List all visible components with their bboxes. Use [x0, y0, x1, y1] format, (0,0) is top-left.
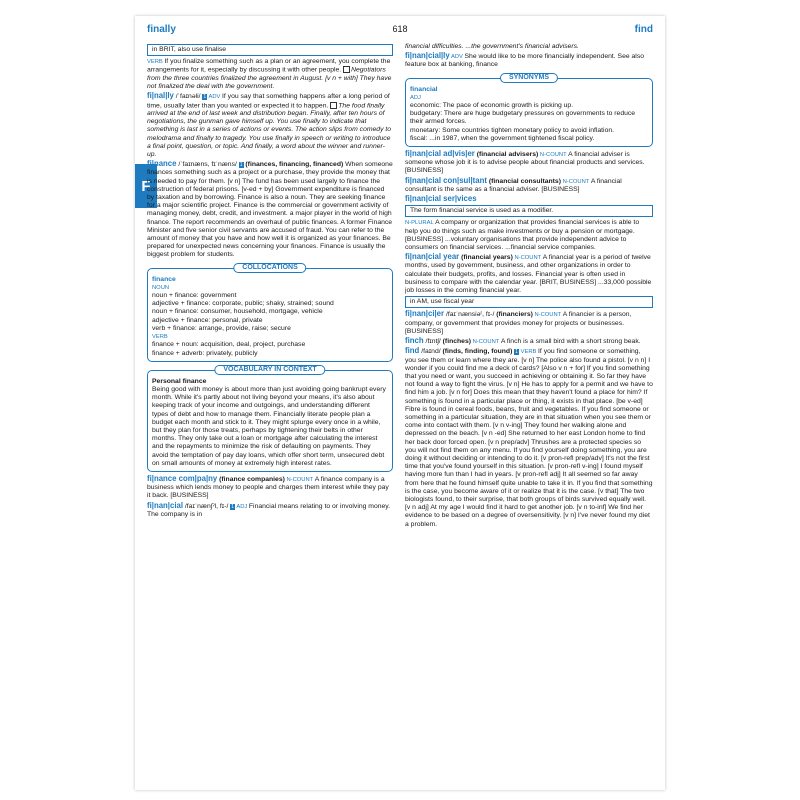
synonym-line: economic: The pace of economic growth is picking up.: [410, 102, 574, 110]
left-column: [147, 43, 393, 788]
dictionary-page: [135, 16, 665, 790]
entry-financial-services: fi|nan|cial ser|vices: [405, 194, 477, 204]
entry-financial-adviser: fi|nan|cial ad|vis|er (financial advisers) N-COUNT A financial adviser is someone whose job it is to advise people about financial products and services. [BUSINESS]: [405, 149, 645, 175]
vocabulary-title: VOCABULARY IN CONTEXT: [214, 365, 325, 375]
collocation-line: adjective + finance: personal, private: [152, 316, 263, 324]
synonym-line: budgetary: There are huge budgetary pressures on governments to reduce their armed forces.: [410, 110, 636, 126]
collocations-box: [147, 263, 393, 362]
collocations-title: COLLOCATIONS: [233, 263, 306, 273]
synonym-line: fiscal: ...in 1987, when the government tightened fiscal policy.: [410, 134, 595, 142]
entry-financially: fi|nan|cial|ly ADV She would like to be more financially independent. See also feature box at banking, finance: [405, 51, 644, 69]
collocation-line: finance + adverb: privately, publicly: [152, 349, 258, 357]
header-last-word: find: [634, 24, 653, 35]
collocation-line: noun + finance: consumer, household, mortgage, vehicle: [152, 308, 323, 316]
box-pos: ADJ: [410, 94, 421, 101]
collocation-line: adjective + finance: corporate, public; shaky, strained; sound: [152, 300, 334, 308]
entry-finch: finch /fɪntʃ/ (finches) N-COUNT A finch is a small bird with a short strong beak.: [405, 336, 641, 346]
entry-find: find /faɪnd/ (finds, finding, found) 1 VERB If you find someone or something, you see them or learn where they are. [v n] The police also found a pistol. [v n n] I wonder if you could find me a deck of cards? [Also v n + for] If you find something that you need or want, you succeed in achieving or obtaining it. So far they have not found a way to fight the virus. [v n] He has to apply for a permit and we have to find him a job. [v n for] Does this mean that they haven't found a place for him? If something is found in a particular place or thing, it exists in that place. [be v-ed] Fibre is found in cereal foods, beans, fruit and vegetables. If you find someone or something in a particular situation, they are in that situation when you see them or come into contact with them. [v n v-ing] They found her walking alone and depressed on the beach. [v n -ed] She returned to her east London home to find her back door forced open. [v n prep/adv] Thrushes are a protected species so you will not find them on any menu. If you find yourself doing something, you are doing it without deciding or intending to do it. [v pron-refl prep/adv] It's not the first time that you've found yourself in this situation. [v pron-refl v-ing] I found myself having more fun than I had in years. [v pron-refl adj] It all seemed so far away from here that he found himself quite unable to take it in. If you find that something is the case, you become aware of it or realize that it is the case. [v that] The two biologists found, to their surprise, that both groups of birds survived equally well. [v n adj] At my age I would find it hard to get another job. [v n to-inf] We find her evidence to be based on a degree of oversensitivity. [v n] I've never found my diet a problem.: [405, 346, 653, 528]
entry-financier: fi|nan|ci|er /faɪˈnænsiəʳ, fɪ-/ (financiers) N-COUNT A financier is a person, company, or government that provides money for projects or businesses. [BUSINESS]: [405, 309, 632, 335]
vocab-heading: Personal finance: [152, 377, 207, 385]
box-heading: financial: [410, 85, 438, 93]
financial-services-def: N-PLURAL A company or organization that provides financial services is able to help you do things such as make investments or buy a pension or mortgage. [BUSINESS] ...voluntary organisations that provide independent advice to consumers on financial services. ...financial service companies.: [405, 219, 640, 252]
entry-finalize: VERB If you finalize something such as a plan or an agreement, you complete the arrangements for it, especially by discussing it with other people. Negotiators from the three countries finalized the agreement in August. [v n + with] They have not finalized the deal with the government.: [147, 58, 392, 91]
entry-financial-cont: financial difficulties. ...the government's financial advisers.: [405, 43, 579, 50]
usage-note: in AM, use fiscal year: [405, 296, 653, 308]
letter-thumb-tab: F: [135, 164, 157, 208]
vocab-text: Being good with money is about more than just avoiding going bankrupt every month. While it's partly about not living beyond your means, it's also about keeping track of your income and outgoings, and understanding different types of debt and how to manage them. Financially literate people plan a budget each month and stick to it. They might splurge every once in a while, but they plan for those treats, perhaps by tightening their belts in other months. They only take out a loan or mortgage after calculating the interest and the repayments to minimize the risk of defaulting on payments. They avoid the temptation of pay day loans, which offer short term, unsecured debt on small amounts of money at extremely high interest rates.: [152, 385, 386, 467]
usage-note: in BRIT, also use finalise: [147, 44, 393, 56]
vocabulary-box: [147, 365, 393, 472]
synonyms-box: [405, 73, 653, 147]
running-header: [147, 24, 653, 38]
synonyms-title: SYNONYMS: [500, 73, 558, 83]
entry-finance-company: fi|nance com|pa|ny (finance companies) N-COUNT A finance company is a business which lends money to people and charges them interest while they pay it back. [BUSINESS]: [147, 473, 389, 500]
collocation-line: noun + finance: government: [152, 292, 237, 300]
entry-finally: fi|nal|ly /ˈfaɪnəli/ 1 ADV If you say that something happens after a long period of time, usually later than you wanted or expected it to happen. The food finally arrived at the end of last week and distribution began. Finally, after ten hours of negotiations, the gunman gave himself up. You use finally to indicate that something is last in a series of actions or events. The action slips from comedy to melodrama and finally to tragedy. You use finally in speech or writing to introduce a final point, question, or topic. And finally, a word about the winner and runner-up.: [147, 91, 392, 159]
page-number: 618: [392, 24, 408, 34]
right-column: [405, 43, 653, 788]
usage-note: The form financial service is used as a modifier.: [405, 205, 653, 217]
entry-finance: fi|nance /ˈfaɪnæns, fɪˈnæns/ 1 (finances, financing, financed) When someone finances something such as a project or a purchase, they provide the money that is needed to pay for them. [v n] The fund has been used largely to finance the construction of federal prisons. [v-ed + by] Government expenditure is financed by taxation and by borrowing. Finance is also a noun. They are seeking finance for a major scientific project. Finance is the commercial or government activity of managing money, debt, credit, and investment. a major player in the world of high finance. The report recommends an overhaul of public finances. A former Finance Minister and five senior civil servants are accused of fraud. You can refer to the amount of money that you have and how well it is organized as your finances. Be prepared for unexpected news concerning your finances. Finance is usually the biggest problem for students.: [147, 159, 393, 259]
synonym-line: monetary: Some countries tighten monetary policy to avoid inflation.: [410, 126, 615, 134]
box-heading: finance: [152, 275, 176, 283]
entry-financial-year: fi|nan|cial year (financial years) N-COUNT A financial year is a period of twelve months, used by government, business, and other organizations in order to calculate their budgets, profits, and losses. Financial year is often used in business to compare with the calendar year. [BRIT, BUSINESS] ...33,000 possible job losses in the coming financial year.: [405, 252, 652, 295]
collocation-line: verb + finance: arrange, provide, raise; secure: [152, 324, 291, 332]
entry-financial-consultant: fi|nan|cial con|sul|tant (financial consultants) N-COUNT A financial consultant is the same as a financial adviser. [BUSINESS]: [405, 175, 622, 193]
box-pos: NOUN: [152, 284, 170, 291]
collocation-line: finance + noun: acquisition, deal, project, purchase: [152, 341, 306, 349]
entry-financial: fi|nan|cial /faɪˈnænʃˀl, fɪ-/ 1 ADJ Financial means relating to or involving money. The company is in: [147, 500, 391, 518]
header-first-word: finally: [147, 24, 176, 35]
box-pos: VERB: [152, 334, 168, 341]
